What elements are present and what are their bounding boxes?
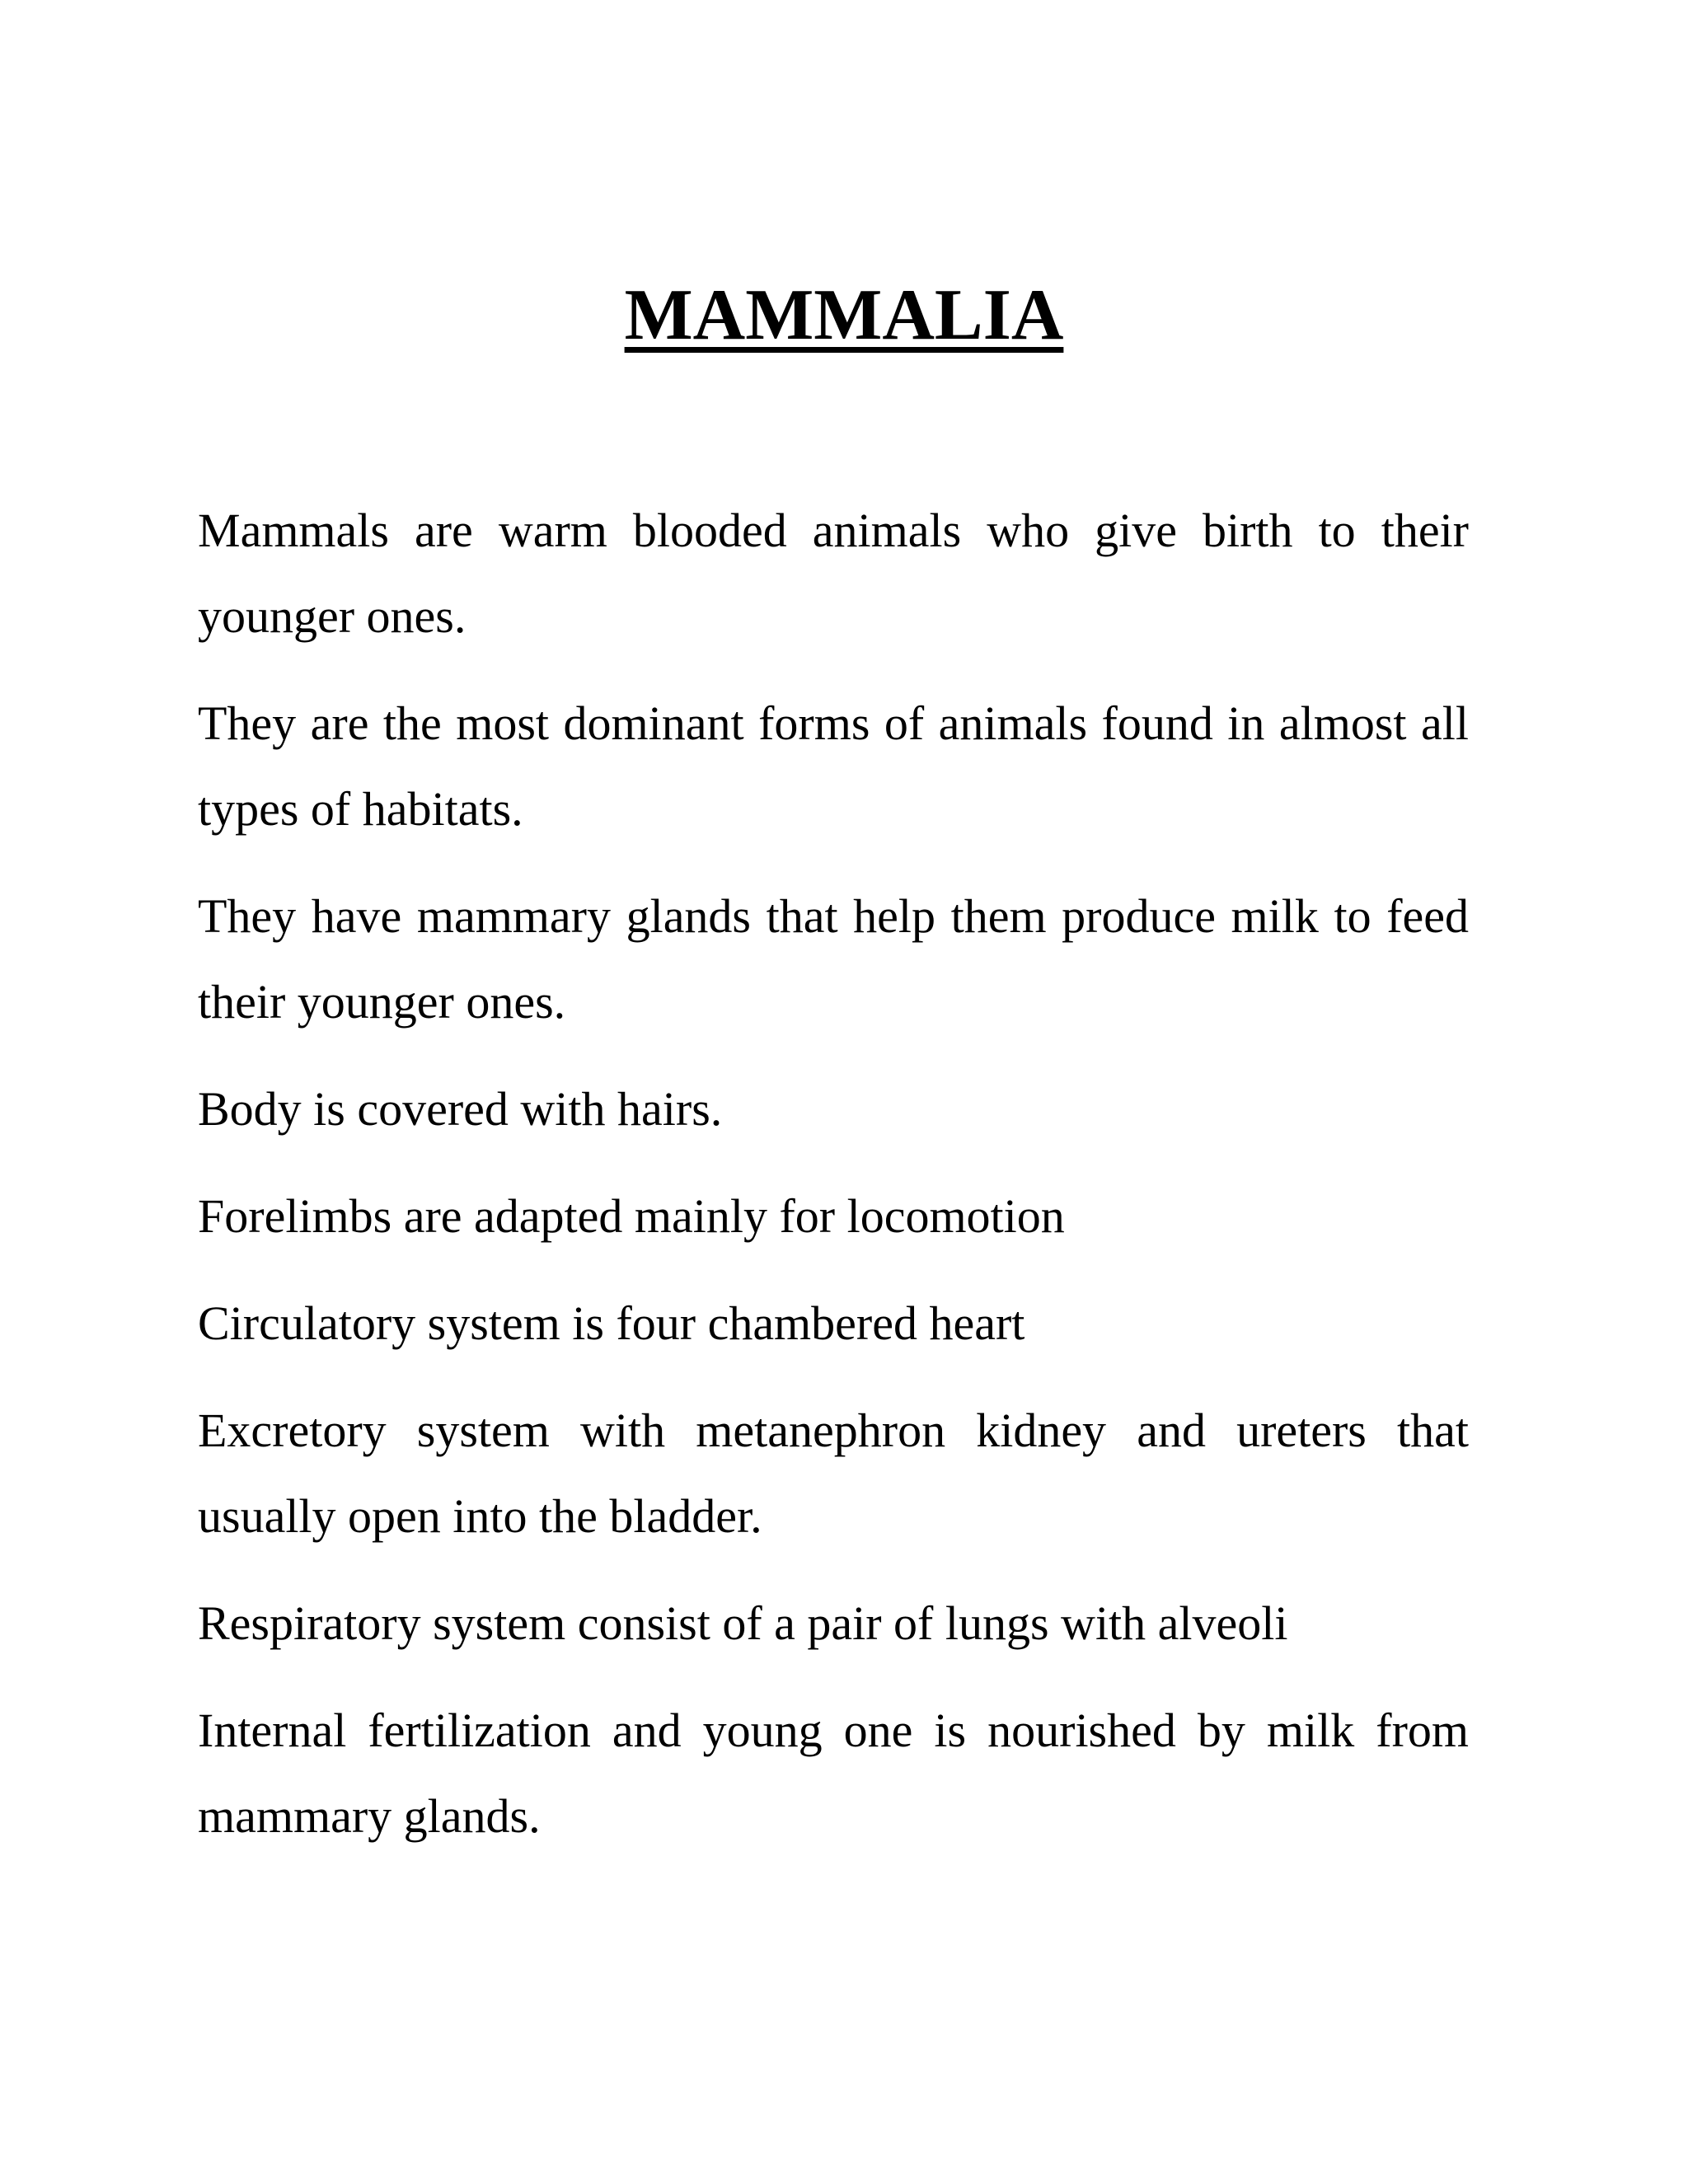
paragraph-circulatory: Circulatory system is four chambered heart bbox=[198, 1296, 1025, 1350]
document-body bbox=[198, 488, 1469, 1881]
paragraph-respiratory: Respiratory system consist of a pair of lungs with alveoli bbox=[198, 1596, 1288, 1650]
paragraph-mammary-glands: They have mammary glands that help them produce milk to feed their younger ones. bbox=[198, 889, 1469, 1029]
paragraph-dominant-forms: They are the most dominant forms of animals found in almost all types of habitats. bbox=[198, 696, 1469, 836]
page-title bbox=[0, 276, 1688, 356]
paragraph-hairs: Body is covered with hairs. bbox=[198, 1082, 723, 1136]
paragraph-fertilization: Internal fertilization and young one is nourished by milk from mammary glands. bbox=[198, 1704, 1469, 1843]
paragraph-excretory: Excretory system with metanephron kidney and ureters that usually open into the bladder. bbox=[198, 1404, 1469, 1543]
paragraph-forelimbs: Forelimbs are adapted mainly for locomotion bbox=[198, 1189, 1065, 1243]
page-title-text: MAMMALIA bbox=[624, 275, 1064, 355]
paragraph-warm-blooded: Mammals are warm blooded animals who give birth to their younger ones. bbox=[198, 504, 1469, 643]
